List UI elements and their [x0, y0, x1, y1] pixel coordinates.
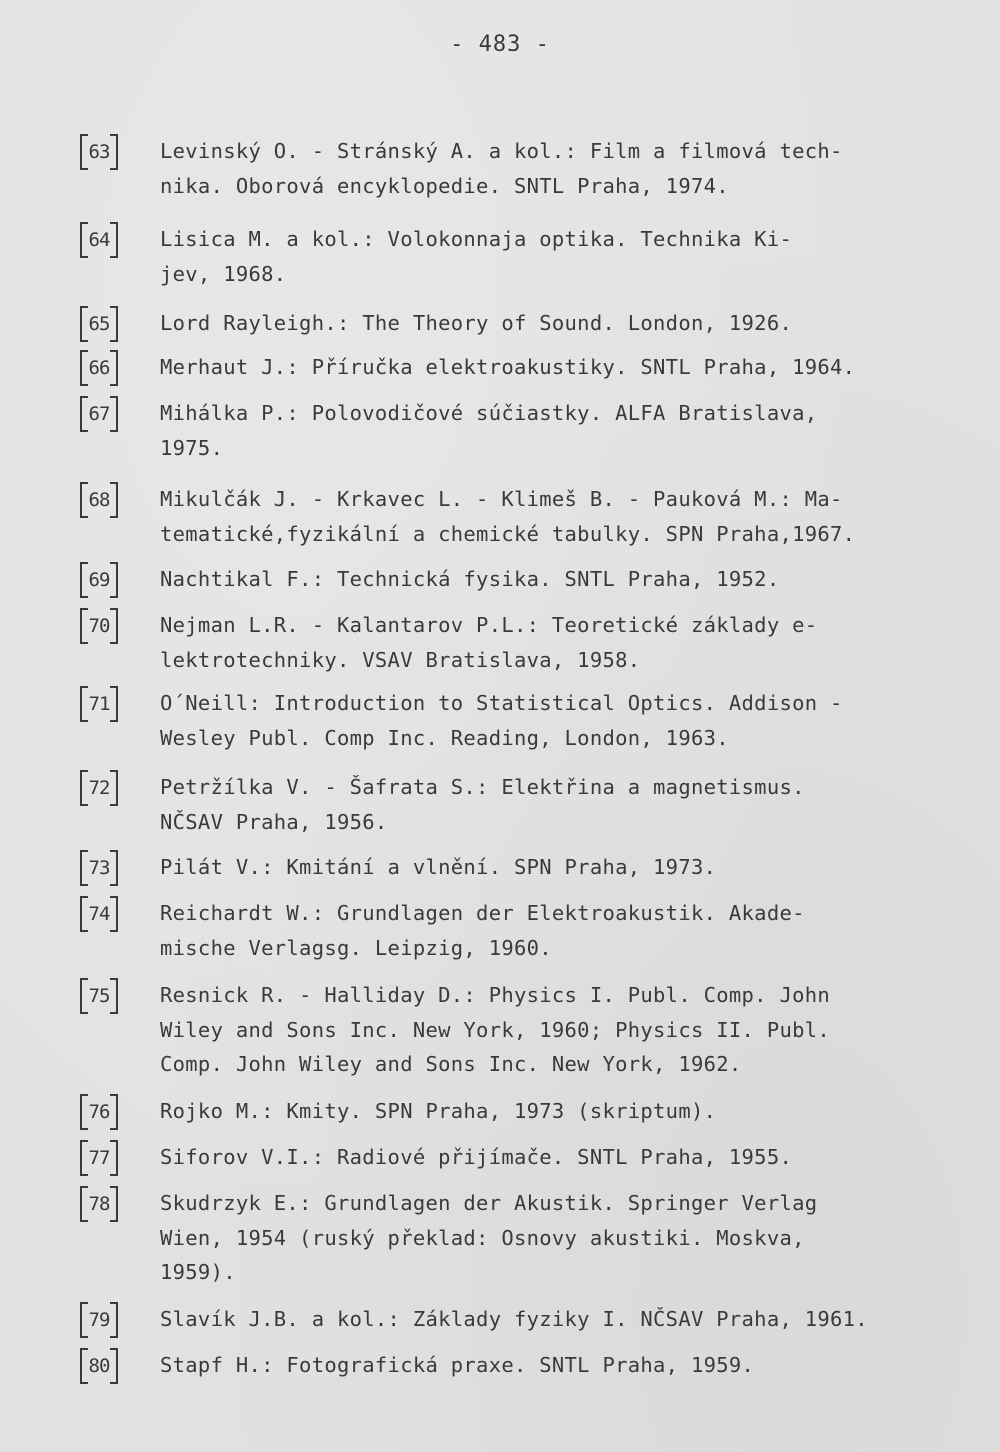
- reference-text: [160, 850, 1000, 885]
- reference-line: Wiley and Sons Inc. New York, 1960; Physics II. Publ.: [160, 1017, 831, 1042]
- reference-text: [160, 608, 1000, 677]
- reference-line: Mikulčák J. - Krkavec L. - Klimeš B. - Pauková M.: Ma-: [160, 487, 843, 511]
- reference-line: Merhaut J.: Příručka elektroakustiky. SNTL Praha, 1964.: [160, 355, 856, 379]
- reference-line: Levinský O. - Stránský A. a kol.: Film a filmová tech-: [160, 139, 843, 163]
- reference-number: 78: [80, 1186, 118, 1222]
- reference-line: Comp. John Wiley and Sons Inc. New York, 1962.: [160, 1052, 742, 1076]
- reference-line: Lisica M. a kol.: Volokonnaja optika. Technika Ki-: [160, 227, 793, 251]
- reference-line: jev, 1968.: [160, 261, 287, 286]
- reference-number: 63: [80, 134, 118, 170]
- reference-number: 68: [80, 482, 118, 518]
- reference-line: NČSAV Praha, 1956.: [160, 809, 388, 834]
- reference-line: Rojko M.: Kmity. SPN Praha, 1973 (skriptum).: [160, 1099, 717, 1123]
- reference-entry: [80, 1094, 1000, 1129]
- reference-entry: [80, 978, 1000, 1082]
- reference-text: [160, 350, 1000, 385]
- reference-line: O´Neill: Introduction to Statistical Optics. Addison -: [160, 691, 843, 715]
- reference-text: [160, 306, 1000, 341]
- reference-entry: [80, 482, 1000, 551]
- reference-text: [160, 482, 1000, 551]
- reference-text: [160, 1348, 1000, 1383]
- reference-entry: [80, 562, 1000, 597]
- page-number: - 483 -: [450, 32, 550, 57]
- reference-text: [160, 396, 1000, 465]
- reference-number: 70: [80, 608, 118, 644]
- reference-number: 79: [80, 1302, 118, 1338]
- reference-entry: [80, 1140, 1000, 1175]
- reference-line: Lord Rayleigh.: The Theory of Sound. London, 1926.: [160, 311, 793, 335]
- reference-number: 76: [80, 1094, 118, 1130]
- reference-number: 72: [80, 770, 118, 806]
- reference-line: Petržílka V. - Šafrata S.: Elektřina a magnetismus.: [160, 775, 805, 799]
- reference-line: nika. Oborová encyklopedie. SNTL Praha, 1974.: [160, 173, 729, 198]
- reference-text: [160, 978, 1000, 1082]
- reference-number: 66: [80, 350, 118, 386]
- reference-line: tematické,fyzikální a chemické tabulky. SPN Praha,1967.: [160, 521, 856, 546]
- reference-text: [160, 1302, 1000, 1337]
- reference-line: Pilát V.: Kmitání a vlnění. SPN Praha, 1973.: [160, 855, 717, 879]
- reference-line: Skudrzyk E.: Grundlagen der Akustik. Springer Verlag: [160, 1191, 818, 1215]
- reference-entry: [80, 306, 1000, 341]
- reference-number: 64: [80, 222, 118, 258]
- reference-entry: [80, 896, 1000, 965]
- reference-line: Slavík J.B. a kol.: Základy fyziky I. NČSAV Praha, 1961.: [160, 1307, 868, 1331]
- reference-line: mische Verlagsg. Leipzig, 1960.: [160, 935, 552, 960]
- reference-text: [160, 1186, 1000, 1290]
- reference-entry: [80, 350, 1000, 385]
- reference-number: 65: [80, 306, 118, 342]
- reference-entry: [80, 770, 1000, 839]
- reference-line: lektrotechniky. VSAV Bratislava, 1958.: [160, 647, 641, 672]
- reference-number: 73: [80, 850, 118, 886]
- reference-number: 77: [80, 1140, 118, 1176]
- reference-text: [160, 896, 1000, 965]
- reference-number: 67: [80, 396, 118, 432]
- reference-entry: [80, 1302, 1000, 1337]
- reference-entry: [80, 686, 1000, 755]
- reference-entry: [80, 396, 1000, 465]
- reference-line: Resnick R. - Halliday D.: Physics I. Publ. Comp. John: [160, 983, 831, 1007]
- reference-line: Wien, 1954 (ruský překlad: Osnovy akustiki. Moskva,: [160, 1225, 805, 1250]
- reference-number: 80: [80, 1348, 118, 1384]
- reference-entry: [80, 222, 1000, 291]
- reference-entry: [80, 1348, 1000, 1383]
- reference-line: Mihálka P.: Polovodičové súčiastky. ALFA Bratislava,: [160, 401, 818, 425]
- reference-line: Reichardt W.: Grundlagen der Elektroakustik. Akade-: [160, 901, 805, 925]
- reference-entry: [80, 134, 1000, 203]
- reference-number: 75: [80, 978, 118, 1014]
- reference-line: Wesley Publ. Comp Inc. Reading, London, 1963.: [160, 725, 729, 750]
- reference-text: [160, 562, 1000, 597]
- reference-text: [160, 686, 1000, 755]
- reference-entry: [80, 608, 1000, 677]
- reference-text: [160, 222, 1000, 291]
- reference-number: 71: [80, 686, 118, 722]
- reference-number: 69: [80, 562, 118, 598]
- reference-text: [160, 134, 1000, 203]
- reference-text: [160, 770, 1000, 839]
- reference-line: Nejman L.R. - Kalantarov P.L.: Teoretické základy e-: [160, 613, 818, 637]
- reference-line: Nachtikal F.: Technická fysika. SNTL Praha, 1952.: [160, 567, 780, 591]
- reference-line: 1975.: [160, 435, 224, 460]
- reference-line: Stapf H.: Fotografická praxe. SNTL Praha, 1959.: [160, 1353, 755, 1377]
- reference-text: [160, 1094, 1000, 1129]
- reference-entry: [80, 1186, 1000, 1290]
- reference-line: Siforov V.I.: Radiové přijímače. SNTL Praha, 1955.: [160, 1145, 793, 1169]
- reference-text: [160, 1140, 1000, 1175]
- reference-line: 1959).: [160, 1260, 236, 1284]
- reference-number: 74: [80, 896, 118, 932]
- reference-entry: [80, 850, 1000, 885]
